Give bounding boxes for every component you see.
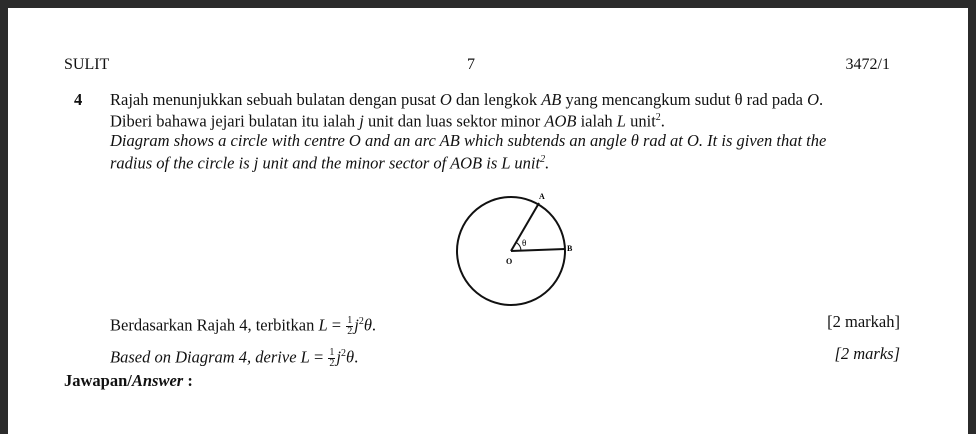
task-english: Based on Diagram 4, derive L = $\frac{1}{2}$ $j^2\theta$. (110, 347, 359, 370)
radius-ob (511, 249, 565, 251)
task-malay: Berdasarkan Rajah 4, terbitkan L = $\frac{1}{2}$ $j^2\theta$. (110, 315, 377, 338)
answer-label: Jawapan/Answer : (64, 371, 193, 390)
question-english-line-1: Diagram shows a circle with centre O and an arc AB which subtends an angle θ rad at O. It is given that the (110, 131, 827, 150)
page-number: 7 (467, 56, 475, 73)
question-malay-line-2: Diberi bahawa jejari bulatan itu ialah j unit dan luas sektor minor AOB ialah L unit$^2$. (110, 111, 665, 131)
label-theta: θ (522, 238, 527, 248)
question-number: 4 (74, 90, 83, 109)
label-a: A (539, 192, 545, 201)
label-b: B (567, 244, 573, 253)
question-english-line-2: radius of the circle is j unit and the minor sector of AOB is L unit$^2$. (110, 153, 550, 173)
paper-code: 3472/1 (845, 56, 890, 73)
circle-diagram (448, 188, 578, 308)
header-sulit: SULIT (64, 56, 110, 73)
label-o: O (506, 257, 513, 266)
question-malay-line-1: Rajah menunjukkan sebuah bulatan dengan pusat O dan lengkok AB yang mencangkum sudut θ rad pada O. (110, 90, 824, 109)
marks-english: [2 marks] (834, 344, 900, 363)
marks-malay: [2 markah] (827, 312, 900, 331)
exam-page (8, 8, 968, 434)
angle-arc (516, 242, 521, 250)
